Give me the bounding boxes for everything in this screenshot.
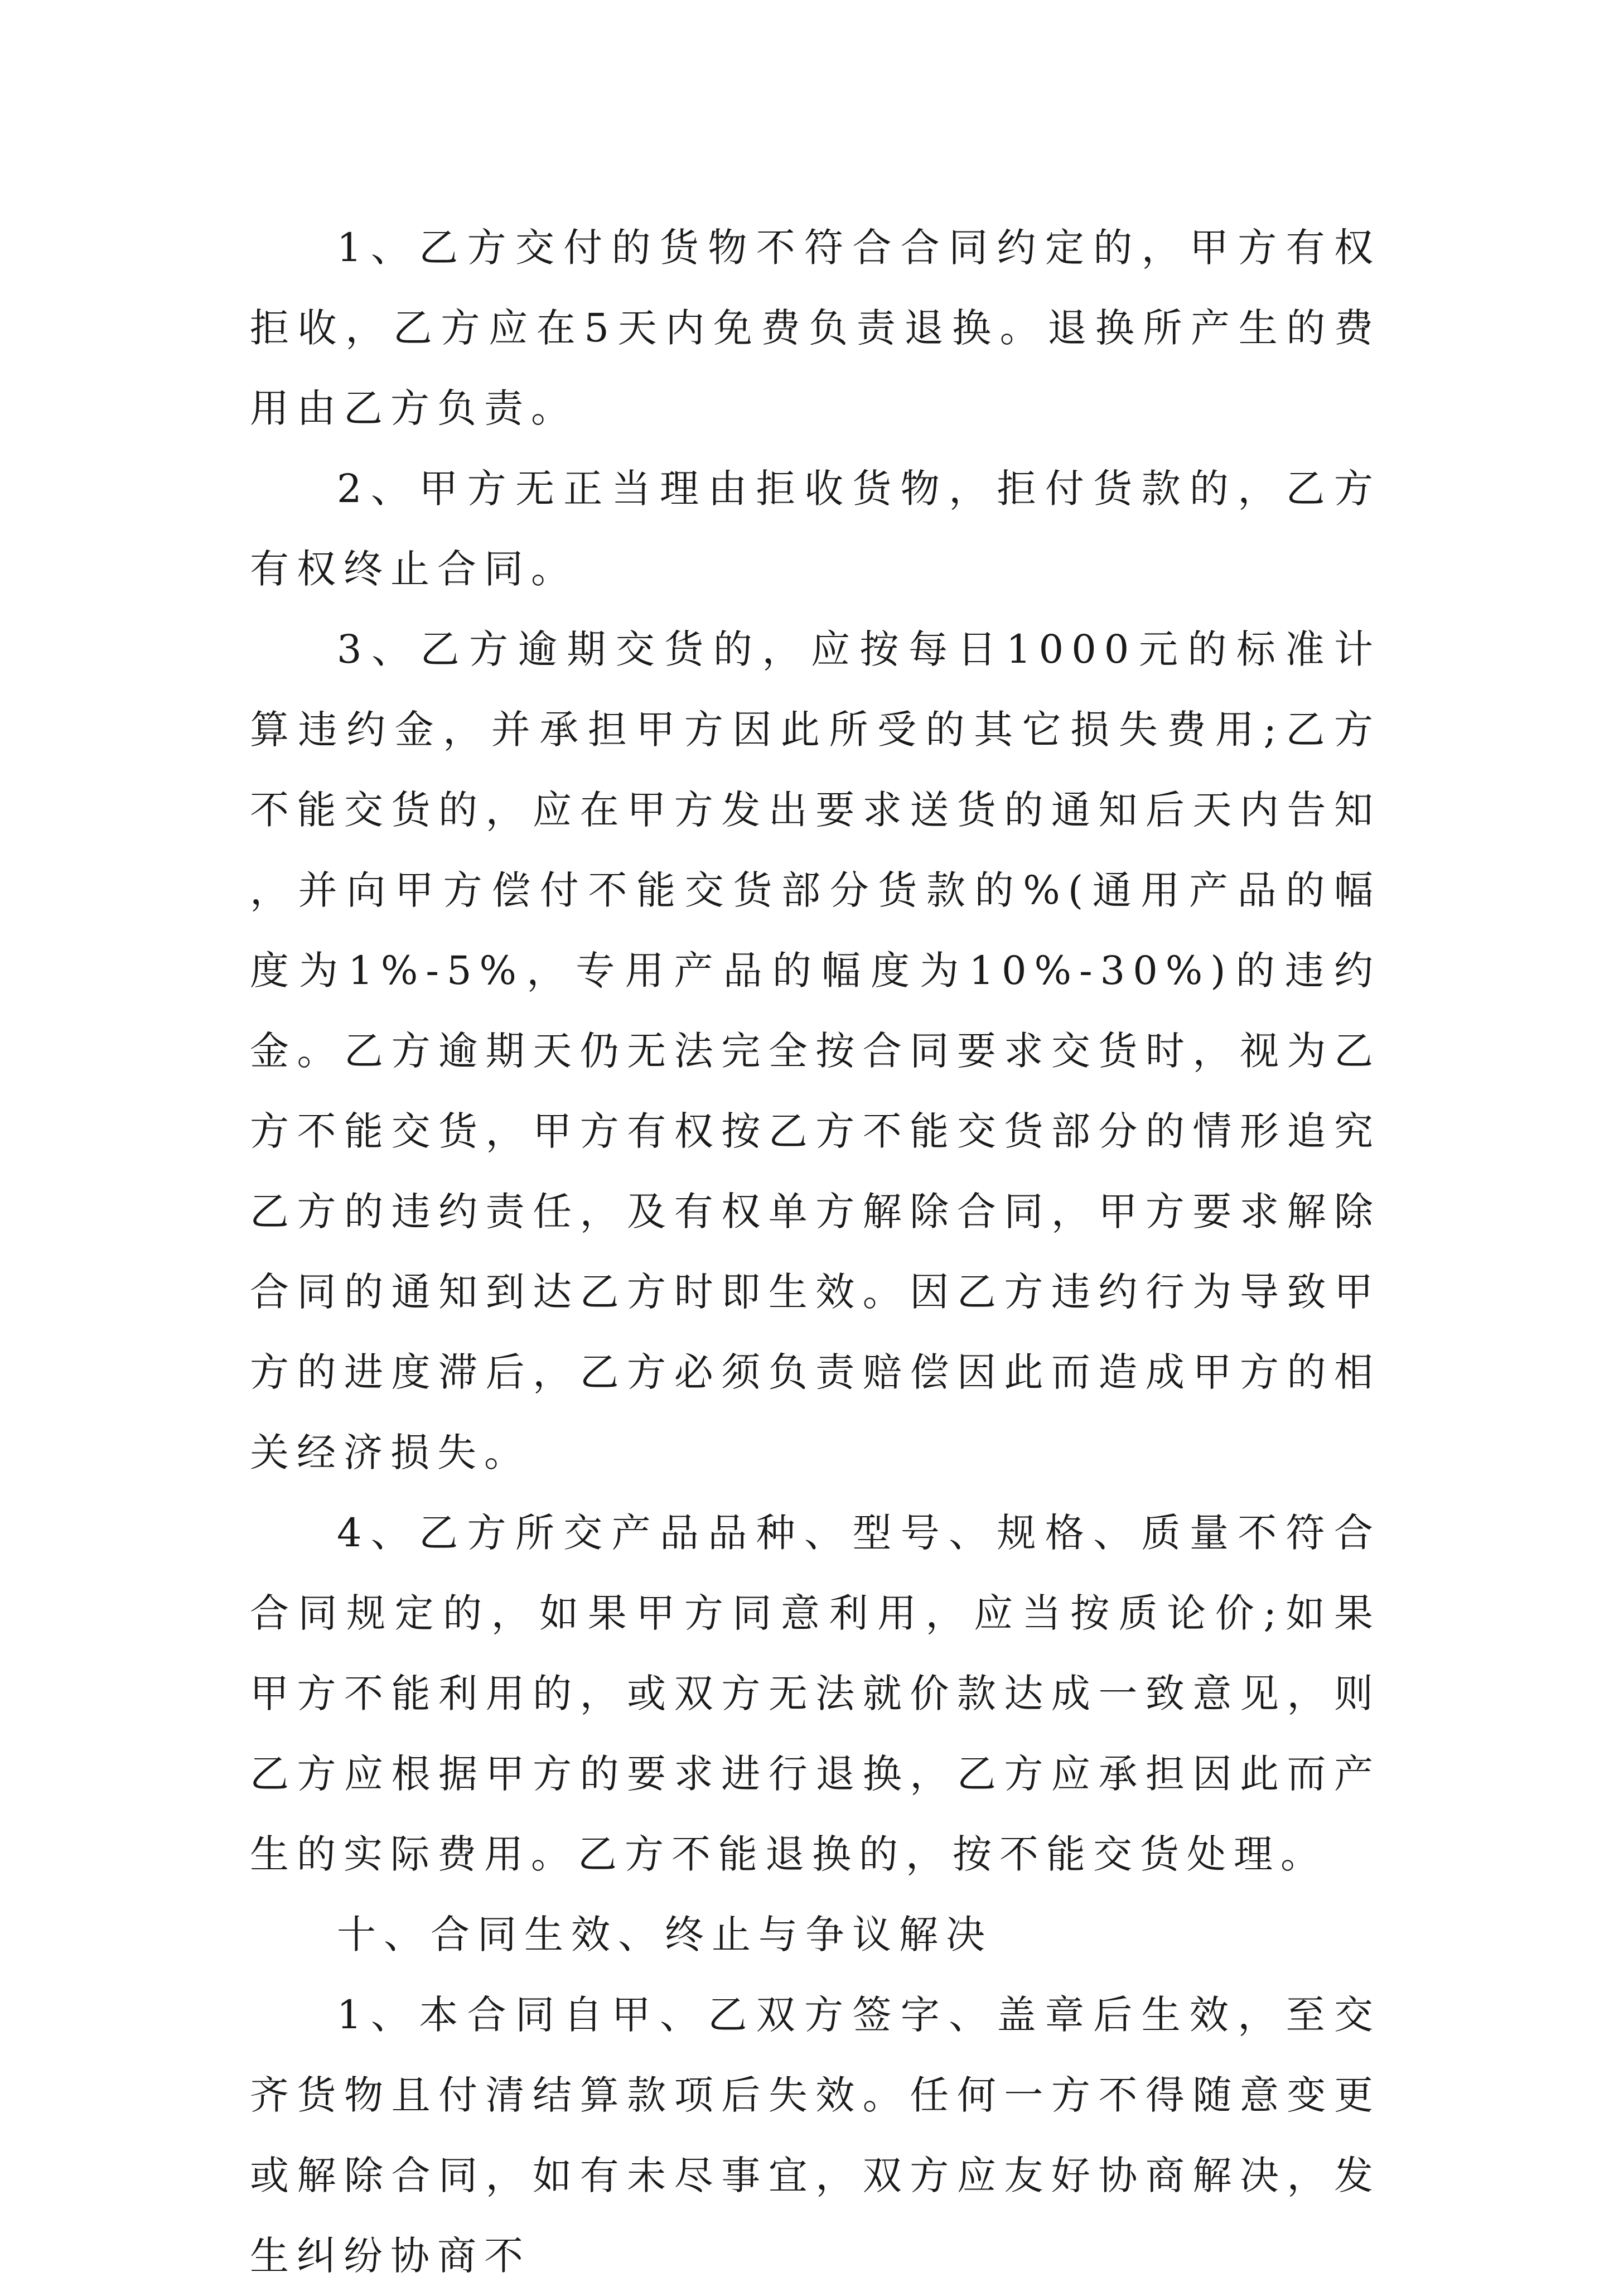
paragraph-clause-10-1: 1、本合同自甲、乙双方签字、盖章后生效，至交齐货物且付清结算款项后失效。任何一方不得随意变更或解除合同，如有未尽事宜，双方应友好协商解决，发生纠纷协商不 bbox=[250, 1992, 1381, 2279]
paragraph-clause-9-1: 1、乙方交付的货物不符合合同约定的，甲方有权拒收，乙方应在5天内免费负责退换。退换所产生的费用由乙方负责。 bbox=[250, 225, 1381, 431]
paragraph-clause-9-4: 4、乙方所交产品品种、型号、规格、质量不符合合同规定的，如果甲方同意利用，应当按质论价;如果甲方不能利用的，或双方无法就价款达成一致意见，则乙方应根据甲方的要求进行退换，乙方应承担因此而产生的实际费用。乙方不能退换的，按不能交货处理。 bbox=[250, 1510, 1381, 1877]
paragraph-clause-9-2: 2、甲方无正当理由拒收货物，拒付货款的，乙方有权终止合同。 bbox=[250, 466, 1381, 592]
paragraph-clause-9-3: 3、乙方逾期交货的，应按每日1000元的标准计算违约金，并承担甲方因此所受的其它损失费用;乙方不能交货的，应在甲方发出要求送货的通知后天内告知，并向甲方偿付不能交货部分货款的%(通用产品的幅度为1%-5%，专用产品的幅度为10%-30%)的违约金。乙方逾期天仍无法完全按合同要求交货时，视为乙方不能交货，甲方有权按乙方不能交货部分的情形追究乙方的违约责任，及有权单方解除合同，甲方要求解除合同的通知到达乙方时即生效。因乙方违约行为导致甲方的进度滞后，乙方必须负责赔偿因此而造成甲方的相关经济损失。 bbox=[250, 626, 1381, 1475]
section-heading-10: 十、合同生效、终止与争议解决 bbox=[337, 1912, 993, 1957]
document-body bbox=[250, 208, 1381, 2296]
